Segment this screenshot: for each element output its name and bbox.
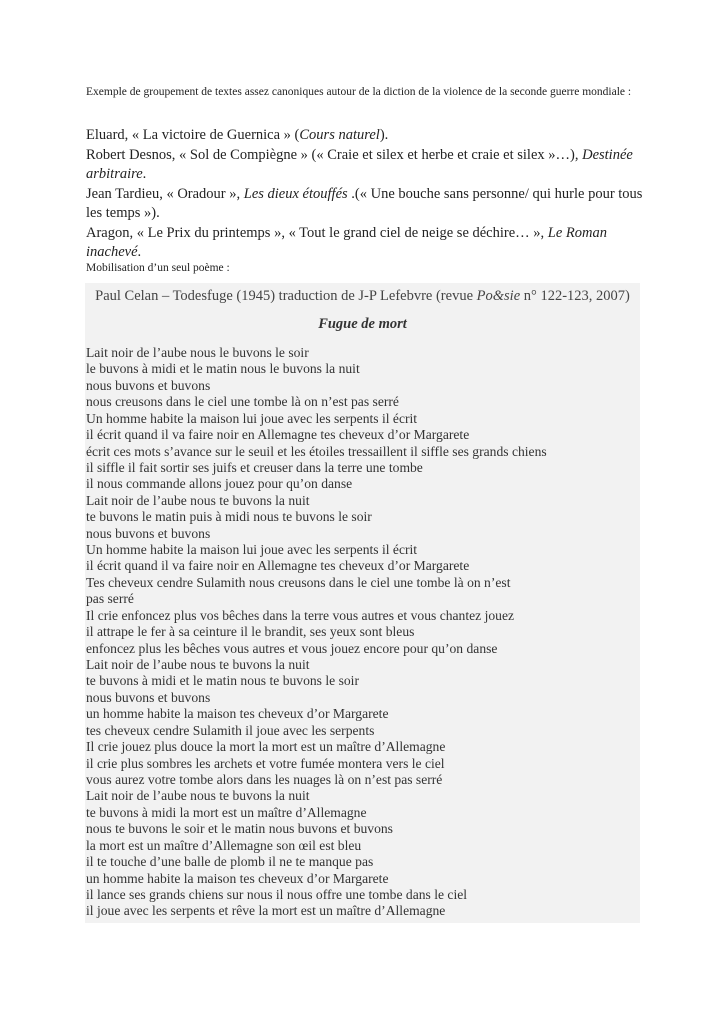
attribution-text: n° 122-123, 2007): [520, 288, 630, 304]
intro-text: Exemple de groupement de textes assez canoniques autour de la diction de la violence de la seconde guerre mondiale :: [86, 86, 632, 98]
poem-line: Lait noir de l’aube nous le buvons le soir: [86, 345, 309, 360]
reference-item: [86, 126, 646, 146]
poem-body: [86, 345, 638, 920]
mobilisation-heading: Mobilisation d’un seul poème :: [86, 262, 230, 274]
poem-line: Lait noir de l’aube nous te buvons la nuit: [86, 492, 310, 508]
poem-line: nous buvons et buvons: [86, 377, 211, 393]
reference-text: Robert Desnos, « Sol de Compiègne » (« Craie et silex et herbe et craie et silex »…),: [86, 146, 583, 163]
poem-title: Fugue de mort: [318, 316, 407, 332]
poem-line: il crie plus sombres les archets et votre fumée montera vers le ciel: [86, 755, 445, 771]
poem-line: le buvons à midi et le matin nous le buvons la nuit: [86, 361, 360, 377]
poem-line: tes cheveux cendre Sulamith il joue avec les serpents: [86, 722, 375, 738]
poem-line: il nous commande allons jouez pour qu’on danse: [86, 476, 353, 492]
poem-line: Lait noir de l’aube nous te buvons la nuit: [86, 657, 310, 673]
reference-text: .: [137, 244, 142, 260]
poem-line: enfoncez plus les bêches vous autres et vous jouez encore pour qu’on danse: [86, 640, 498, 656]
poem-line: vous aurez votre tombe alors dans les nuages là on n’est pas serré: [86, 771, 443, 787]
reference-item: [86, 146, 646, 185]
poem-line: il lance ses grands chiens sur nous il nous offre une tombe dans le ciel: [86, 886, 468, 902]
poem-line: nous buvons et buvons: [86, 689, 211, 705]
attribution-text: Paul Celan – Todesfuge (1945) traduction de J-P Lefebvre (revue: [95, 288, 477, 304]
poem-line: Tes cheveux cendre Sulamith nous creusons dans le ciel une tombe là on n’est: [86, 574, 511, 590]
poem-line: nous creusons dans le ciel une tombe là on n’est pas serré: [86, 394, 399, 410]
reference-text: Jean Tardieu, « Oradour »,: [86, 185, 244, 202]
poem-line: nous buvons et buvons: [86, 525, 211, 541]
poem-line: te buvons le matin puis à midi nous te buvons le soir: [86, 509, 372, 525]
poem-line: un homme habite la maison tes cheveux d’or Margarete: [86, 706, 389, 722]
reference-item: [86, 185, 646, 224]
poem-line: Il crie jouez plus douce la mort la mort est un maître d’Allemagne: [86, 739, 446, 755]
poem-line: te buvons à midi la mort est un maître d’Allemagne: [86, 804, 367, 820]
reference-text: Eluard, « La victoire de Guernica » (: [86, 127, 300, 143]
poem-attribution: [85, 287, 640, 305]
poem-line: Un homme habite la maison lui joue avec les serpents il écrit: [86, 542, 418, 558]
poem-line: la mort est un maître d’Allemagne son œil est bleu: [86, 837, 362, 853]
poem-line: Il crie enfoncez plus vos bêches dans la terre vous autres et vous chantez jouez: [86, 607, 515, 623]
poem-line: il te touche d’une balle de plomb il ne te manque pas: [86, 854, 374, 870]
reference-work-title: Destinée arbitraire: [86, 146, 633, 182]
reference-text: .(« Une bouche sans personne/ qui hurle pour tous les temps »).: [86, 185, 643, 221]
poem-line: il écrit quand il va faire noir en Allemagne tes cheveux d’or Margarete: [86, 427, 470, 443]
poem-line: il joue avec les serpents et rêve la mort est un maître d’Allemagne: [86, 903, 446, 919]
poem-line: pas serré: [86, 591, 134, 607]
reference-text: Aragon, « Le Prix du printemps », « Tout le grand ciel de neige se déchire… »,: [86, 224, 548, 241]
poem-line: te buvons à midi et le matin nous te buvons le soir: [86, 673, 359, 689]
reference-work-title: Le Roman inachevé: [86, 224, 608, 260]
reference-list: [86, 126, 646, 263]
poem-line: il siffle il fait sortir ses juifs et creuser dans la terre une tombe: [86, 459, 423, 475]
journal-title: Po&sie: [476, 288, 521, 304]
poem-line: il écrit quand il va faire noir en Allemagne tes cheveux d’or Margarete: [86, 558, 470, 574]
poem-line: il attrape le fer à sa ceinture il le brandit, ses yeux sont bleus: [86, 624, 415, 640]
poem-line: un homme habite la maison tes cheveux d’or Margarete: [86, 870, 389, 886]
reference-text: ).: [379, 127, 389, 143]
reference-work-title: Les dieux étouffés: [243, 185, 348, 202]
reference-text: .: [142, 166, 147, 182]
poem-line: Un homme habite la maison lui joue avec les serpents il écrit: [86, 410, 418, 426]
reference-work-title: Cours naturel: [299, 127, 380, 143]
reference-item: [86, 224, 646, 263]
poem-line: écrit ces mots s’avance sur le seuil et les étoiles tressaillent il siffle ses grands chiens: [86, 443, 547, 459]
poem-line: nous te buvons le soir et le matin nous buvons et buvons: [86, 821, 393, 837]
poem-line: Lait noir de l’aube nous te buvons la nuit: [86, 788, 310, 804]
